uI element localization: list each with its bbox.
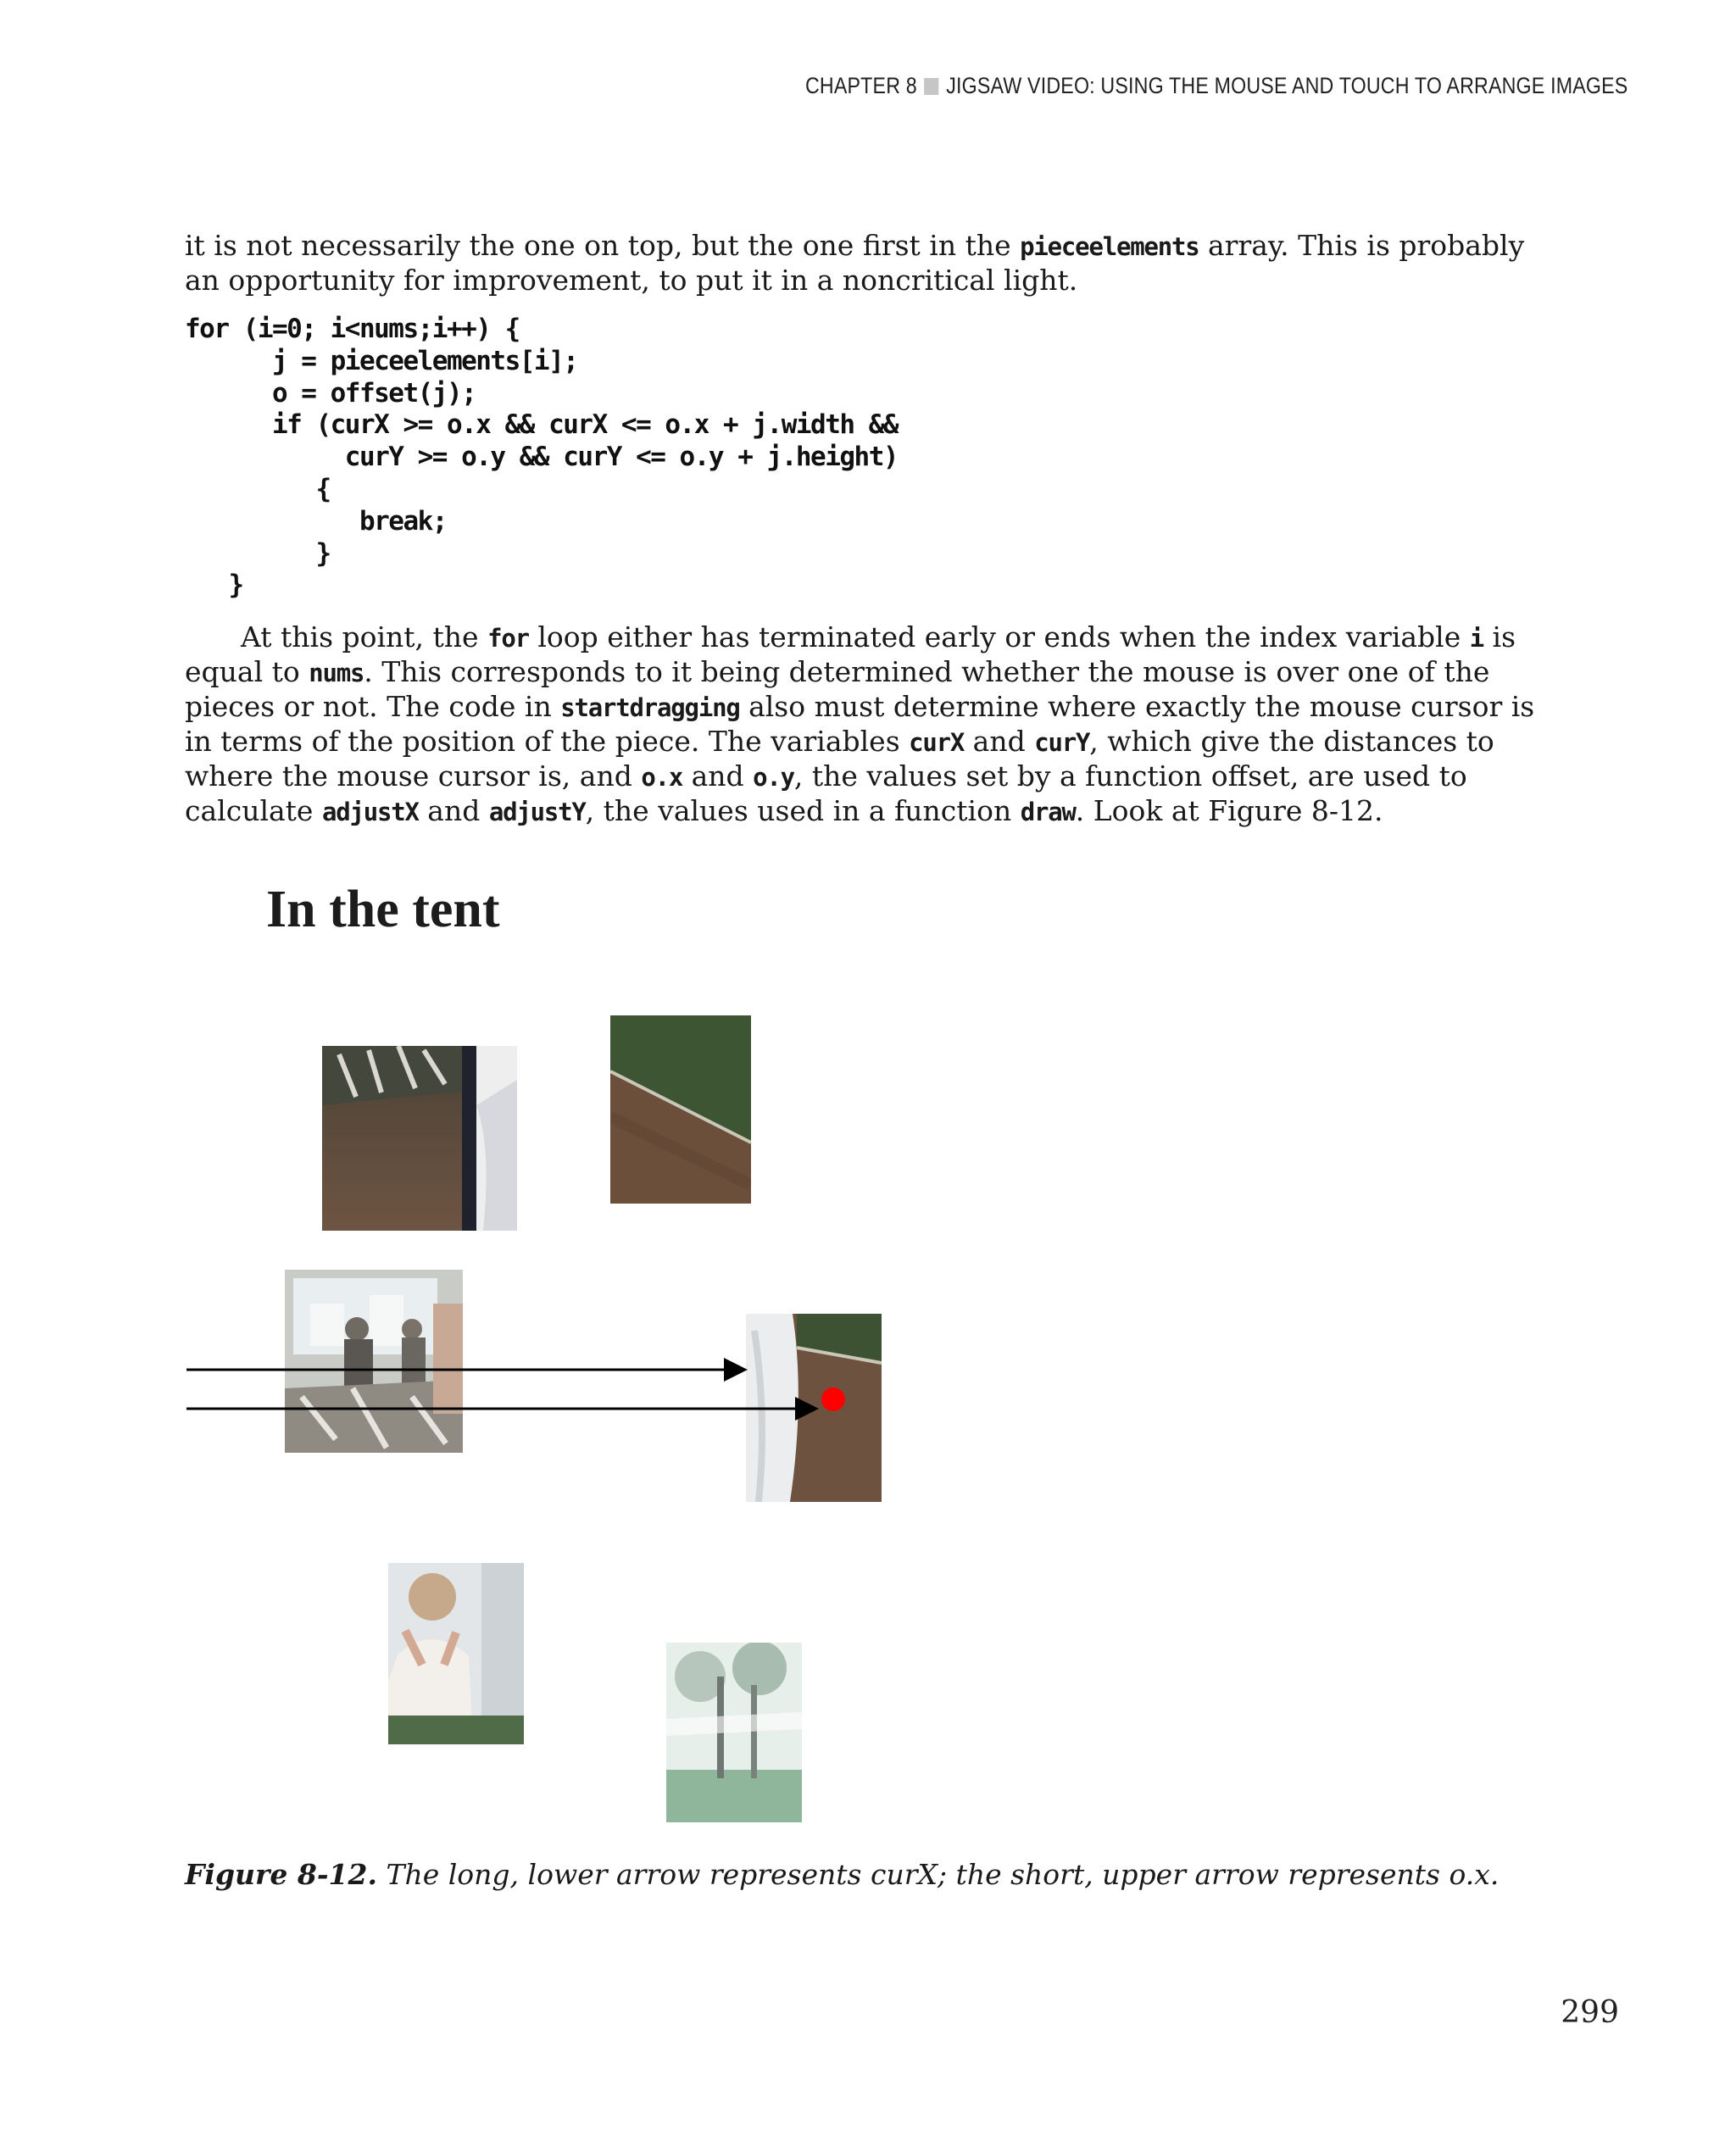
- short-upper-arrow-icon: [186, 1358, 748, 1382]
- inline-code: draw: [1020, 798, 1076, 826]
- inline-code: curX: [909, 728, 965, 757]
- text-run: array. This is probably an opportunity for improvement, to put it in a noncritical light.: [185, 229, 1525, 297]
- text-run: At this point, the: [241, 620, 488, 653]
- text-run: , the values set by a function offset, are used to calculate: [185, 759, 1467, 827]
- inline-code: o.y: [753, 763, 794, 792]
- arrows-overlay: [186, 856, 1127, 1839]
- inline-code: adjustX: [321, 798, 419, 826]
- text-run: it is not necessarily the one on top, but the one first in the: [185, 229, 1021, 262]
- text-run: and: [682, 759, 754, 792]
- inline-code: i: [1469, 624, 1484, 653]
- header-chapter: CHAPTER 8: [804, 73, 917, 98]
- text-run: loop either has terminated early or ends when the index variable: [528, 620, 1470, 653]
- inline-code: startdragging: [560, 693, 740, 722]
- paragraph-intro: [185, 229, 1550, 297]
- page-number: 299: [1561, 1995, 1619, 2030]
- text-run: is equal to: [185, 620, 1516, 688]
- inline-code: o.x: [641, 763, 683, 792]
- text-run: . Look at Figure 8-12.: [1075, 794, 1383, 827]
- figure-title: In the tent: [266, 881, 500, 938]
- long-lower-arrow-icon: [186, 1397, 819, 1421]
- text-run: and: [964, 725, 1035, 758]
- caption-text: The long, lower arrow represents curX; the short, upper arrow represents o.x.: [376, 1858, 1500, 1891]
- text-run: , which give the distances to where the mouse cursor is, and: [185, 725, 1494, 792]
- text-run: . This corresponds to it being determined whether the mouse is over one of the pieces or not. The code in: [185, 655, 1490, 723]
- running-header: [805, 73, 1628, 99]
- inline-code: pieceelements: [1020, 232, 1199, 261]
- inline-code: nums: [309, 659, 364, 687]
- paragraph-explanation: [185, 620, 1550, 829]
- header-separator-icon: [924, 78, 938, 95]
- text-run: also must determine where exactly the mouse cursor is in terms of the position of the piece. The variables: [185, 690, 1535, 758]
- inline-code: curY: [1034, 728, 1090, 757]
- text-run: , the values used in a function: [585, 794, 1021, 827]
- figure-caption: [185, 1858, 1499, 1891]
- header-title: JIGSAW VIDEO: USING THE MOUSE AND TOUCH TO ARRANGE IMAGES: [945, 73, 1628, 98]
- inline-code: for: [487, 624, 529, 653]
- figure-jigsaw-screenshot: [186, 856, 1127, 1839]
- code-listing: for (i=0; i<nums;i++) { j = pieceelements[i]; o = offset(j); if (curX >= o.x && curX <= o.x + j.width && curY >= o.y && curY <= o.y + j.height) { break; } }: [185, 314, 899, 601]
- text-run: and: [418, 794, 489, 827]
- caption-label: Figure 8-12.: [185, 1858, 377, 1891]
- inline-code: adjustY: [488, 798, 586, 826]
